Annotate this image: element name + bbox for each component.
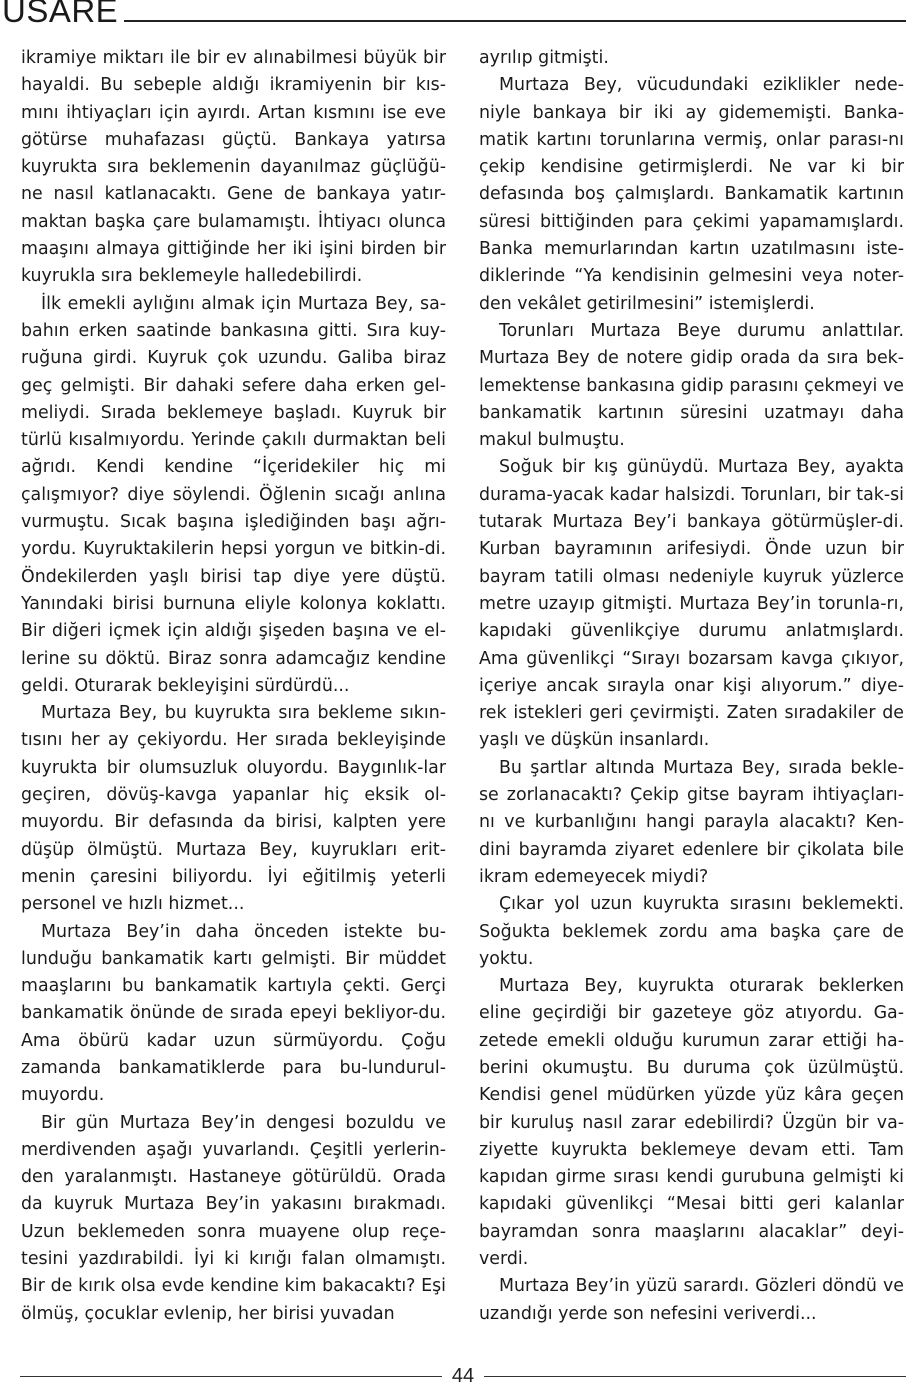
page-footer: [0, 1362, 924, 1392]
paragraph: İlk emekli aylığını almak için Murtaza Bey, sa-bahın erken saatinde bankasına gitti. Sıra kuy-ruğuna girdi. Kuyruk çok uzundu. Galiba biraz geç gelmişti. Bir dahaki sefere daha erken gel-meliydi. Sırada beklemeye başladı. Kuyruk bir türlü kısalmıyordu. Yerinde çakılı durmaktan beli ağrıdı. Kendi kendine “İçeridekiler hiç mi çalışmıyor? diye söylendi. Öğlenin sıcağı anlına vurmuştu. Sıcak başına işlediğinden başı ağrı-yordu. Kuyruktakilerin hepsi yorgun ve bitkin-di. Öndekilerden yaşlı birisi tap diye yere düştü. Yanındaki birisi burnuna eliyle kolonya koklattı. Bir diğeri içmek için aldığı şişeden başına ve el-lerine su döktü. Biraz sonra adamcağız kendine geldi. Oturarak bekleyişini sürdürdü...: [21, 293, 446, 696]
paragraph: Murtaza Bey’in daha önceden istekte bu-lunduğu bankamatik kartı gelmişti. Bir müddet maaşlarını bu bankamatik kartıyla çekti. Gerçi bankamatik önünde de sırada epeyi bekliyor-du. Ama öbürü kadar uzun sürmüyordu. Çoğu zamanda bankamatiklerde para bu-lundurul-muyordu.: [21, 921, 446, 1106]
paragraph: Murtaza Bey, kuyrukta oturarak beklerken eline geçirdiği bir gazeteye göz atıyordu. Ga-zetede emekli olduğu kurumun zarar ettiği ha-berini okumuştu. Bu duruma çok üzülmüştü. Kendisi genel müdürken yüzde yüz kâra geçen bir kuruluş nasıl zarar edebilirdi? Üzgün bir va-ziyette kuyrukta beklemeye devam etti. Tam kapıdan girme sırası kendi gurubuna gelmişti ki kapıdaki güvenlikçi “Mesai bitti geri kalanlar bayramdan sonra maaşlarını alacaklar” deyi-verdi.: [479, 976, 904, 1270]
footer-rule: [20, 1376, 442, 1377]
paragraph: Murtaza Bey, vücudundaki eziklikler nede-niyle bankaya bir iki ay gidememişti. Banka-matik kartını torunlarına vermiş, onlar parası-nı çekip kendisine getirmişlerdi. Ne var ki bir defasında boş çalmışlardı. Bankamatik kartının süresi bittiğinden para çekimi yapamamışlardı. Banka memurlarından kartın uzatılmasını iste-diklerinde “Ya kendisinin gelmesini veya noter-den vekâlet getirilmesini” istemişlerdi.: [479, 75, 904, 314]
left-column: [21, 45, 446, 1328]
header-rule: [124, 20, 906, 22]
paragraph: ikramiye miktarı ile bir ev alınabilmesi büyük bir hayaldi. Bu sebeple aldığı ikramiyenin bir kıs-mını ihtiyaçları için ayırdı. Artan kısmını ise eve götürse muhafazası güçtü. Bankaya yatırsa kuyrukta sıra beklemenin dayanılmaz güçlüğü-ne nasıl katlanacaktı. Gene de bankaya yatır-maktan başka çare bulamamıştı. İhtiyacı olunca maaşını almaya gittiğinde her iki işini birden bir kuyrukla sıra beklemeyle halledebilirdi.: [21, 48, 446, 287]
paragraph: Bu şartlar altında Murtaza Bey, sırada bekle-se zorlanacaktı? Çekip gitse bayram ihtiyaçları-nı ve kurbanlığını hangi parayla alacaktı? Ken-dini bayramda ziyaret edenlere bir çikolata bile ikram edemeyecek miydi?: [479, 757, 904, 887]
right-column: [479, 45, 904, 1328]
page-number: 44: [451, 1365, 475, 1387]
paragraph: Torunları Murtaza Beye durumu anlattılar. Murtaza Bey de notere gidip orada da sıra bek-lemektense bankasına gidip parasını çekmeyi ve bankamatik kartının süresini uzatmayı daha makul bulmuştu.: [479, 320, 904, 451]
paragraph: ayrılıp gitmişti.: [479, 48, 609, 68]
paragraph: Murtaza Bey’in yüzü sarardı. Gözleri döndü ve uzandığı yerde son nefesini veriverdi...: [479, 1276, 904, 1324]
footer-rule: [484, 1376, 906, 1377]
paragraph: Murtaza Bey, bu kuyrukta sıra bekleme sıkın-tısını her ay çekiyordu. Her sırada bekleyişinde kuyrukta bir olumsuzluk oluyordu. Baygınlık-lar geçiren, dövüş-kavga yapanlar hiç eksik ol-muyordu. Bir defasında da birisi, kalpten yere düşüp ölmüştü. Murtaza Bey, kuyrukları erit-menin çaresini biliyordu. İyi eğitilmiş yeterli personel ve hızlı hizmet...: [21, 703, 446, 915]
paragraph: Çıkar yol uzun kuyrukta sırasını beklemekti. Soğukta beklemek zordu ama başka çare de yoktu.: [479, 894, 904, 969]
page-header: [0, 0, 924, 30]
magazine-title: USARE: [2, 0, 119, 29]
paragraph: Bir gün Murtaza Bey’in dengesi bozuldu ve merdivenden aşağı yuvarlandı. Çeşitli yerlerin-den yaralanmıştı. Hastaneye götürüldü. Orada da kuyruk Murtaza Bey’in yakasını bırakmadı. Uzun beklemeden sonra muayene olup reçe-tesini yazdırabildi. İyi ki kırığı falan olmamıştı. Bir de kırık olsa evde kendine kim bakacaktı? Eşi ölmüş, çocuklar evlenip, her birisi yuvadan: [21, 1112, 446, 1324]
paragraph: Soğuk bir kış günüydü. Murtaza Bey, ayakta durama-yacak kadar halsizdi. Torunları, bir tak-si tutarak Murtaza Bey’i bankaya götürmüşler-di. Kurban bayramının arifesiydi. Önde uzun bir bayram tatili olması nedeniyle kuyruk yüzlerce metre uzayıp gitmişti. Murtaza Bey’in torunla-rı, kapıdaki güvenlikçiye durumu anlatmışlardı. Ama güvenlikçi “Sırayı bozarsam kavga çıkıyor, içeriye ancak sırayla onar kişi alıyorum.” diye-rek istekleri geri çevirmişti. Zaten sıradakiler de yaşlı ve düşkün insanlardı.: [479, 457, 904, 751]
